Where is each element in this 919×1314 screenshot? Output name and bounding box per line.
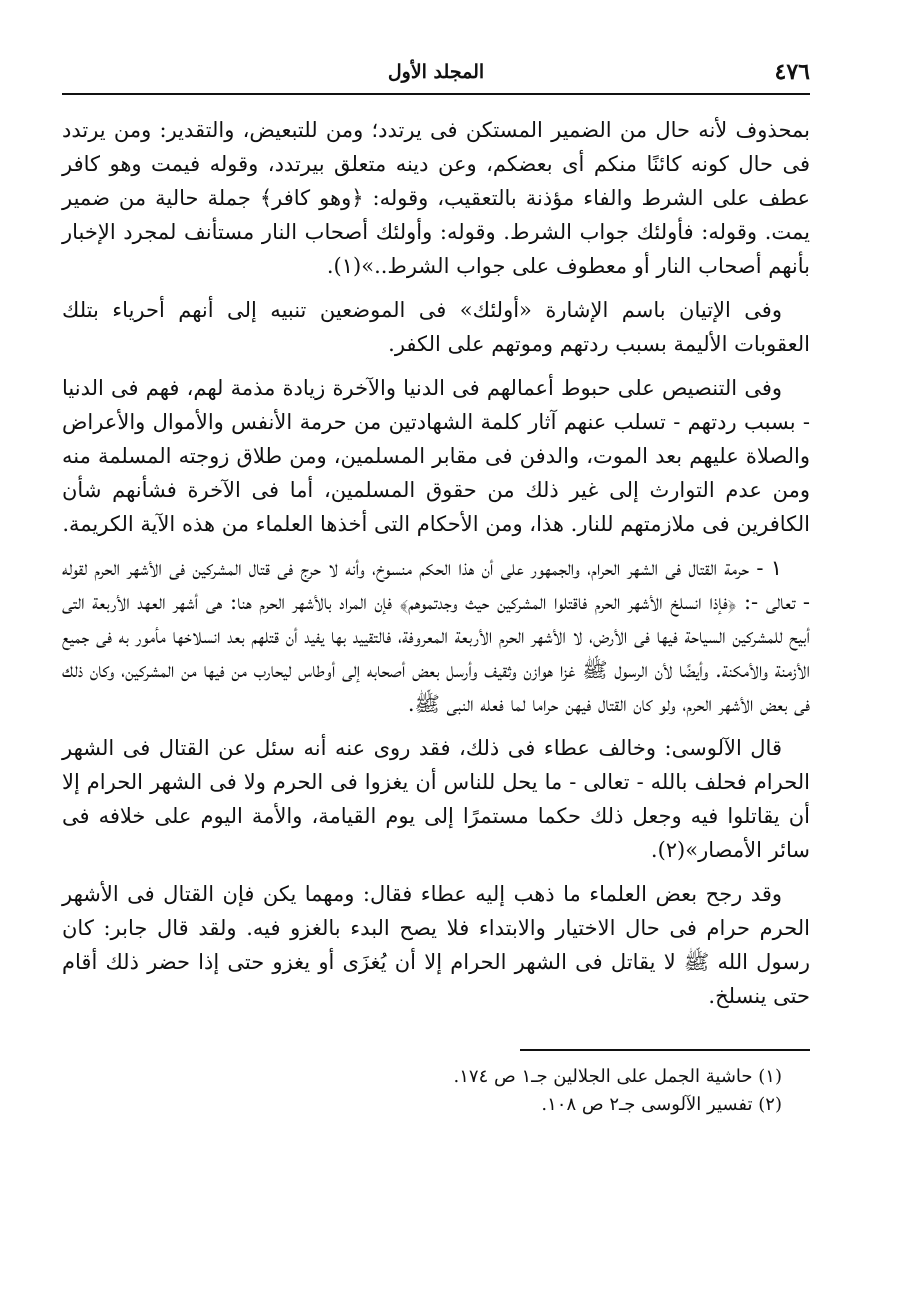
footnote-2: (٢) تفسير الآلوسى جـ٢ ص ١٠٨. bbox=[541, 1094, 782, 1115]
paragraph-scholar-opinion: وقد رجح بعض العلماء ما ذهب إليه عطاء فقال: ومهما يكن فإن القتال فى الأشهر الحرم حرام فى حال الاختيار والابتداء فلا يصح البدء بالغزو فيه. ولقد قال جابر: كان رسول الله ﷺ لا يقاتل فى الشهر الحرام إلا أن يُغزَى أو يغزو حتى إذا حضر ذلك أقام حتى ينسلخ. bbox=[62, 882, 810, 1008]
footnotes bbox=[62, 1063, 810, 1119]
paragraph-alusi-quote: قال الآلوسى: وخالف عطاء فى ذلك، فقد روى عنه أنه سئل عن القتال فى الشهر الحرام فحلف بالله - تعالى - ما يحل للناس أن يغزوا فى الحرم ولا فى الشهر الحرام إلا أن يقاتلوا فيه وجعل ذلك حكما مستمرًا إلى يوم القيامة، والأمة اليوم على خلافه فى سائر الأمصار»(٢). bbox=[62, 736, 810, 862]
body-text bbox=[62, 113, 810, 1013]
footnote-1: (١) حاشية الجمل على الجلالين جـ١ ص ١٧٤. bbox=[453, 1066, 782, 1087]
footnote-separator bbox=[520, 1049, 810, 1051]
book-page bbox=[62, 55, 810, 1119]
page-header bbox=[62, 55, 810, 95]
paragraph-ruling-one: ١ - حرمة القتال فى الشهر الحرام، والجمهور على أن هذا الحكم منسوخ، وأنه لا حرج فى قتال المشركين فى الأشهر الحرم لقوله - تعالى -: ﴿فإذا انسلخ الأشهر الحرم فاقتلوا المشركين حيث وجدتموهم﴾ فإن المراد بالأشهر الحرم هنا: هى أشهر العهد الأربعة التى أبيح للمشركين السياحة فيها فى الأرض، لا الأشهر الحرم الأربعة المعروفة، فالتقييد بها يفيد أن قتلهم بعد انسلاخها مأمور به فى جميع الأزمنة والأمكنة. وأيضًا لأن الرسول ﷺ غزا هوازن وثقيف وأرسل بعض أصحابه إلى أوطاس ليحارب من فيها من المشركين، وكان ذلك فى بعض الأشهر الحرم، ولو كان القتال فيهن حراما لما فعله النبى ﷺ. bbox=[62, 556, 811, 716]
paragraph-nullified-deeds: وفى التنصيص على حبوط أعمالهم فى الدنيا والآخرة زيادة مذمة لهم، فهم فى الدنيا - بسبب ردتهم - تسلب عنهم آثار كلمة الشهادتين من حرمة الأنفس والأموال والأعراض والصلاة عليهم بعد الموت، والدفن فى مقابر المسلمين، ومن طلاق زوجته المسلمة منه ومن عدم التوارث إلى غير ذلك من حقوق المسلمين، أما فى الآخرة فشأنهم شأن الكافرين فى ملازمتهم للنار. هذا، ومن الأحكام التى أخذها العلماء من هذه الآية الكريمة. bbox=[62, 376, 810, 536]
paragraph-demonstrative: وفى الإتيان باسم الإشارة «أولئك» فى الموضعين تنبيه إلى أنهم أحرياء بتلك العقوبات الأليمة بسبب ردتهم وموتهم على الكفر. bbox=[62, 298, 810, 356]
paragraph-continuation: بمحذوف لأنه حال من الضمير المستكن فى يرتدد؛ ومن للتبعيض، والتقدير: ومن يرتدد فى حال كونه كائنًا منكم أى بعضكم، وعن دينه متعلق بيرتدد، وقوله فيمت وهو كافر عطف على الشرط والفاء مؤذنة بالتعقيب، وقوله: ﴿وهو كافر﴾ جملة حالية من ضمير يمت. وقوله: فأولئك جواب الشرط. وقوله: وأولئك أصحاب النار مستأنف لمجرد الإخبار بأنهم أصحاب النار أو معطوف على جواب الشرط..»(١). bbox=[62, 118, 810, 278]
running-title: المجلد الأول bbox=[387, 61, 485, 83]
page-number: ٤٧٦ bbox=[774, 59, 810, 85]
